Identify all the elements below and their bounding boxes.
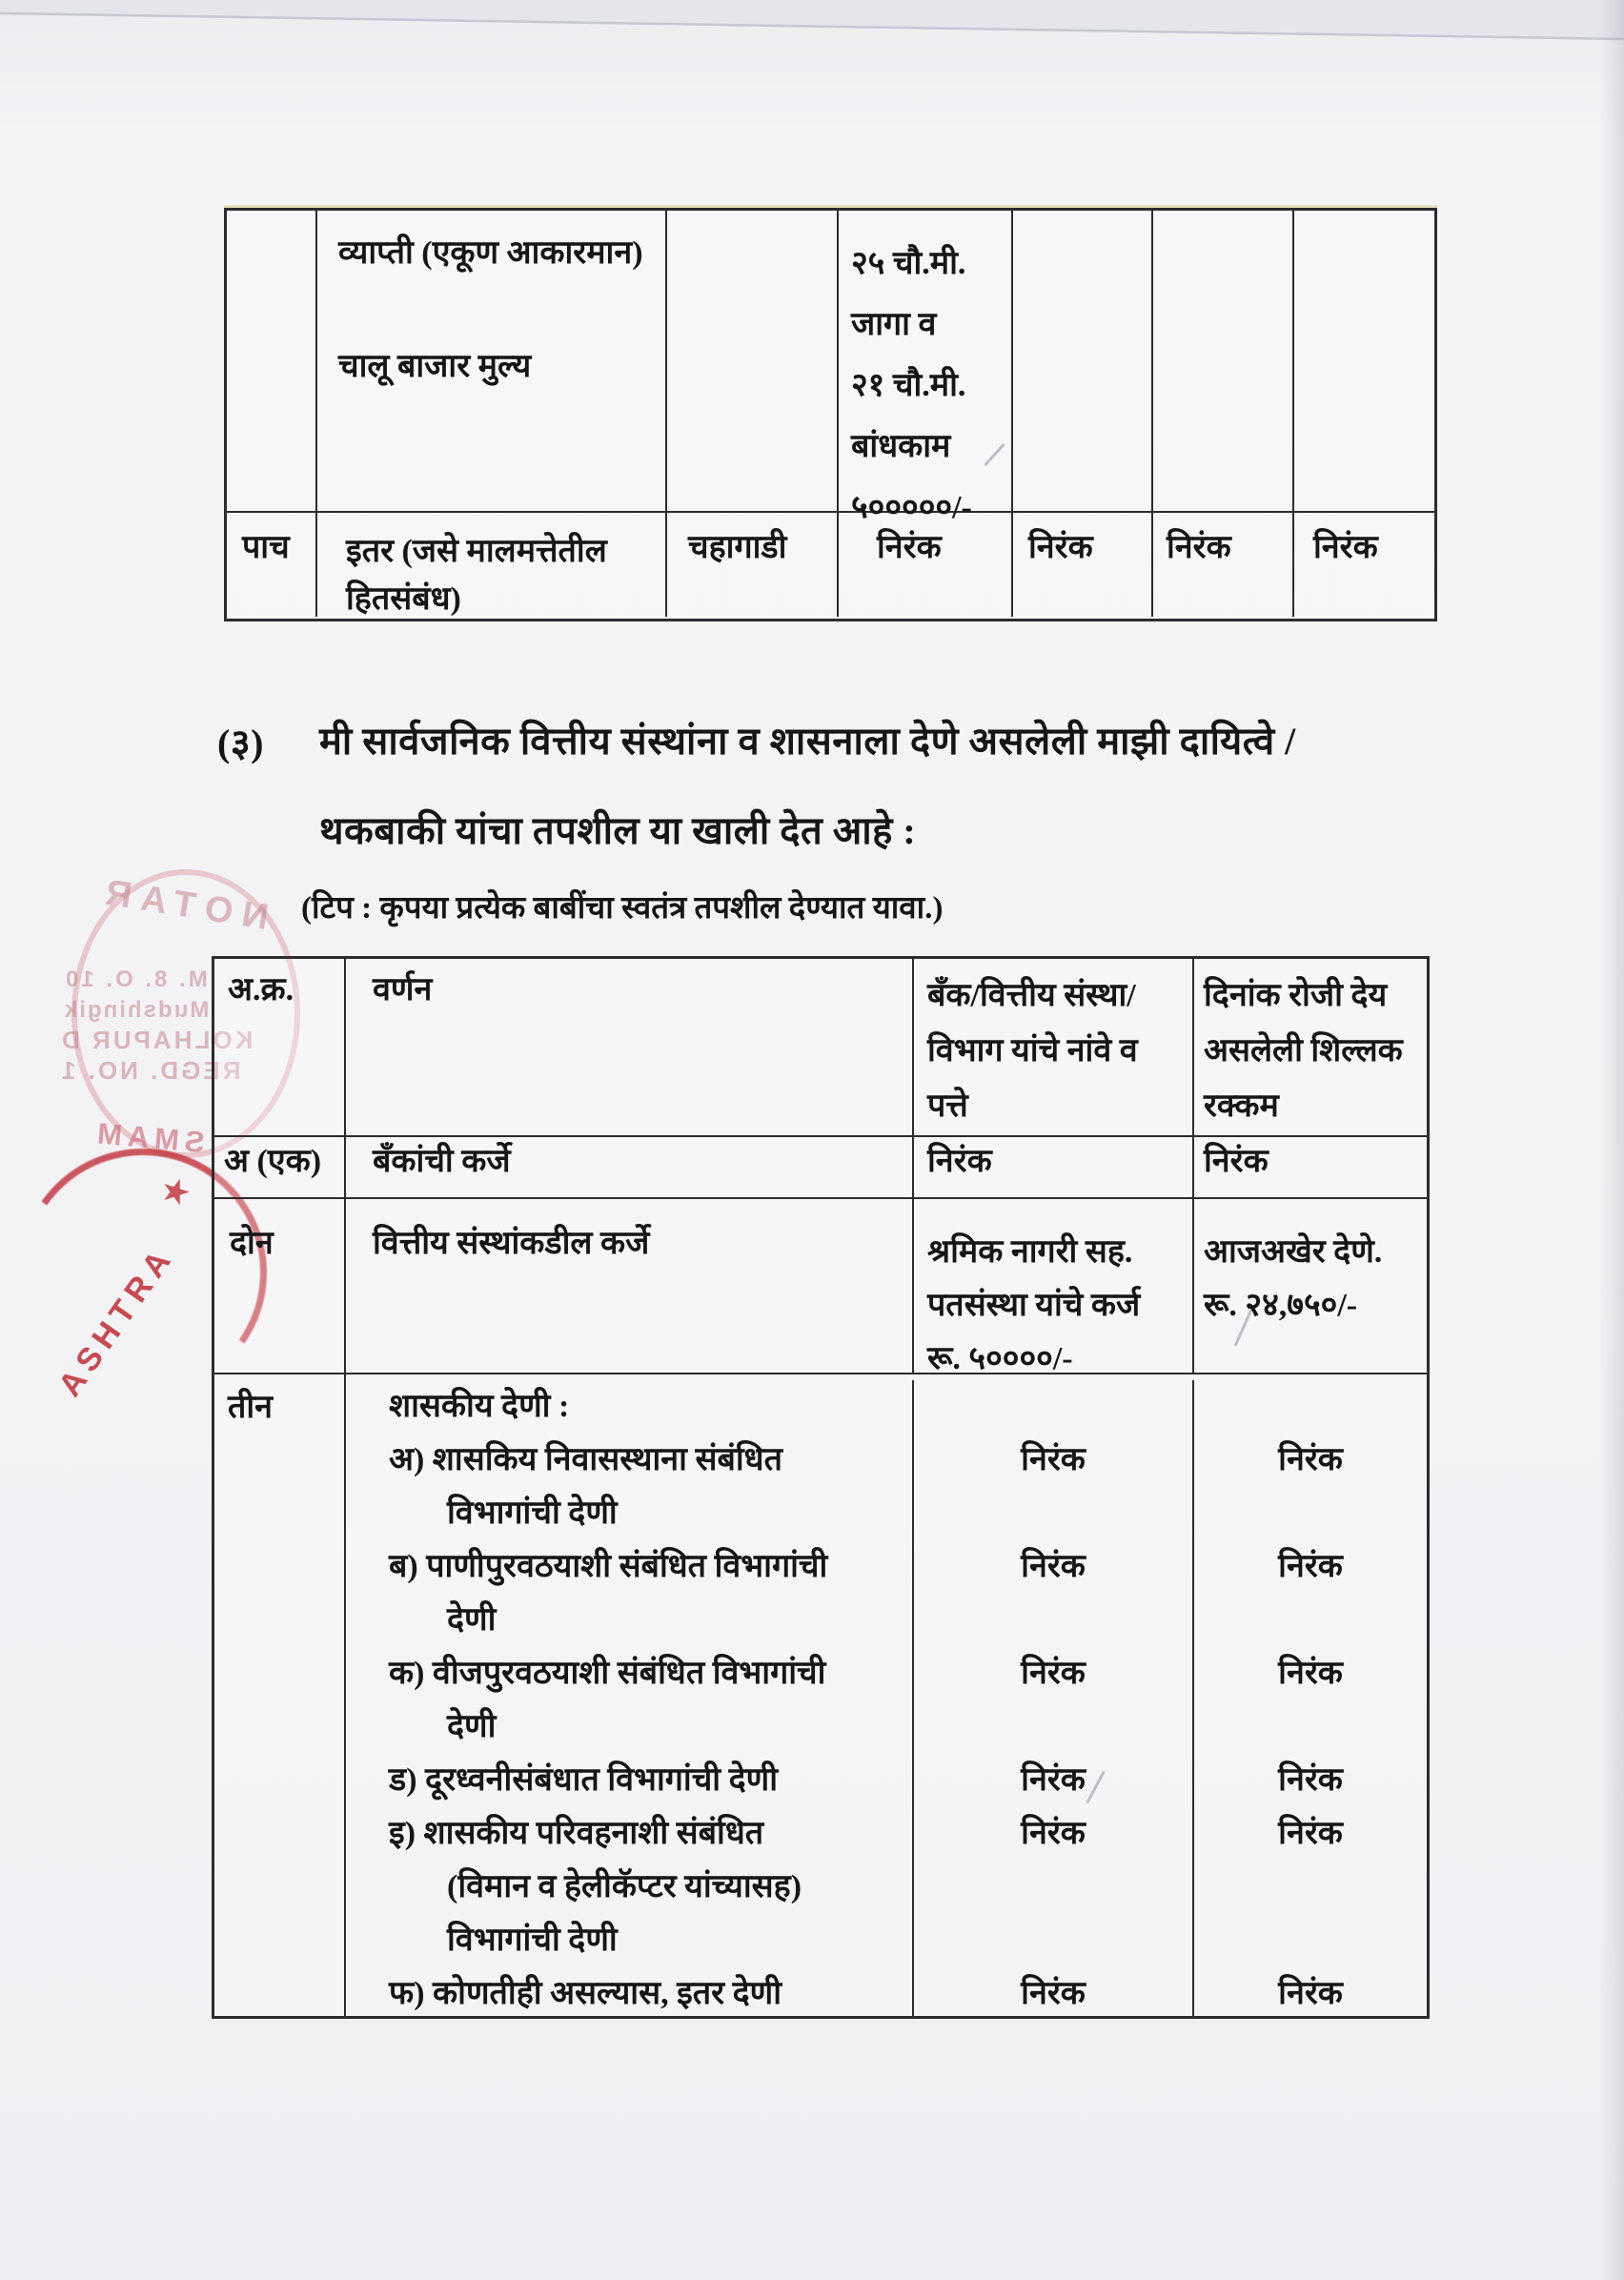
header-line: रक्कम [1204,1089,1279,1124]
ghost-stamp-text: M. 8. O. 10 [63,967,208,992]
nil-cell: निरंक [914,1754,1194,1807]
extent-line: जागा व [851,307,937,342]
nil-cell: निरंक [914,1434,1194,1540]
ghost-stamp-text: Mudshingik [63,997,210,1023]
ghost-stamp-text: REGD. NO. 1 [59,1056,241,1085]
empty-cell [667,211,839,511]
lender-line: श्रमिक नागरी सह. [927,1234,1133,1270]
table-header-row [214,959,1427,1137]
table-row [214,1374,1427,2016]
balance-line: आजअखेर देणे. [1204,1234,1383,1270]
due-item-line: इ) शासकीय परिवहनाशी संबंधित [389,1816,764,1851]
list-item [346,1754,1427,1807]
nil-cell: निरंक [1204,1144,1269,1179]
nil-cell: निरंक [1278,1656,1343,1691]
other-interests-line: हितसंबंध) [346,581,461,617]
due-item-line: ब) पाणीपुरवठयाशी संबंधित विभागांची [389,1549,828,1584]
sr-cell: दोन [214,1199,346,1373]
table-row [227,513,1434,617]
section-heading-line1: मी सार्वजनिक वित्तीय संस्थांना व शासनाला देणे असलेली माझी दायित्वे / [319,720,1296,763]
header-line: बँक/वित्तीय संस्था/ [927,978,1136,1013]
description-cell [317,211,667,511]
list-item [346,1647,1427,1754]
table-row [214,1199,1427,1374]
extent-line: बांधकाम [851,429,951,464]
item-cell: चहागाडी [667,513,839,617]
table-row [227,211,1434,525]
header-line: विभाग यांचे नांवे व [927,1033,1138,1069]
due-item-line: ड) दूरध्वनीसंबंधात विभागांची देणी [389,1762,779,1798]
due-item-line: फ) कोणतीही असल्यास, इतर देणी [389,1976,782,2011]
section-number: (३) [217,722,264,764]
loan-amount: रू. ५००००/- [927,1341,1073,1376]
nil-cell: निरंक [914,1647,1194,1754]
extent-line: २१ चौ.मी. [851,368,966,403]
section-heading-line2: थकबाकी यांचा तपशील या खाली देत आहे : [319,809,917,852]
ghost-stamp-text: KOLHAPUR D [59,1026,254,1054]
list-item [346,1380,1427,1434]
header-line: पत्ते [927,1089,968,1124]
section-note: (टिप : कृपया प्रत्येक बाबींचा स्वतंत्र तपशील देण्यात यावा.) [301,891,944,926]
nil-cell [1194,1380,1427,1434]
due-item-line: विभागांची देणी [447,1923,618,1958]
extent-value-cell [839,211,1013,525]
list-item [346,1540,1427,1647]
empty-cell [1294,211,1434,511]
due-item-line: देणी [447,1709,497,1744]
nil-cell: निरंक [1278,1976,1343,2011]
due-item-line: अ) शासकिय निवासस्थाना संबंधित [389,1442,782,1477]
nil-cell: निरंक [1278,1549,1343,1584]
description-cell [317,513,667,617]
description-cell: बँकांची कर्जे [346,1137,914,1197]
due-item-line: देणी [447,1602,497,1638]
header-sr: अ.क्र. [214,959,346,1135]
nil-cell: निरंक [1278,1762,1343,1798]
balance-cell [1194,1199,1427,1373]
nil-cell: निरंक [1278,1442,1343,1477]
seal-arc-text: ASHTRA [51,1238,182,1404]
list-item [346,1434,1427,1540]
ghost-stamp-text: SMAM [90,1115,207,1160]
due-item-line: विभागांची देणी [447,1496,618,1531]
table-row [214,1137,1427,1199]
nil-cell [914,1380,1194,1434]
nil-cell: निरंक [914,1807,1194,1967]
nil-cell: निरंक [914,1540,1194,1647]
list-item [346,1807,1427,1967]
liabilities-table [212,956,1430,2019]
sr-cell: तीन [214,1374,346,2016]
nil-cell: निरंक [839,513,1013,617]
nil-cell: निरंक [1313,530,1378,565]
lender-line: पतसंस्था यांचे कर्ज [927,1288,1141,1323]
sr-cell [227,211,317,511]
nil-cell: निरंक [1278,1816,1343,1851]
nil-cell: निरंक [914,1967,1194,2016]
nil-cell: निरंक [914,1137,1194,1197]
page-right-shadow [1599,0,1624,2280]
header-balance [1194,959,1427,1135]
header-bank [914,959,1194,1135]
header-line: दिनांक रोजी देय [1204,978,1388,1013]
list-item [346,1967,1427,2016]
due-item-line: क) वीजपुरवठयाशी संबंधित विभागांची [389,1656,826,1691]
ghost-stamp-text: NOTAR [92,871,272,939]
empty-cell [1013,211,1153,511]
assets-table [224,208,1437,621]
property-extent-label: व्याप्ती (एकूण आकारमान) [338,235,643,271]
paper-edge [0,0,1624,124]
government-dues-list [346,1374,1427,2016]
star-icon: ★ [154,1169,196,1215]
market-value-label: चालू बाजार मुल्य [338,348,532,384]
lender-cell [914,1199,1194,1376]
nil-cell: निरंक [1153,513,1294,617]
extent-line: २५ चौ.मी. [851,246,966,281]
other-interests-line: इतर (जसे मालमत्तेतील [346,534,607,569]
nil-cell: निरंक [1013,513,1153,617]
description-cell: वित्तीय संस्थांकडील कर्जे [346,1199,914,1373]
balance-amount: रू. २४,७५०/- [1204,1288,1358,1323]
market-value-amount: ५०००००/- [851,490,972,525]
dues-title: शासकीय देणी : [389,1389,570,1424]
due-item-line: (विमान व हेलीकॅप्टर यांच्यासह) [447,1869,802,1904]
header-description: वर्णन [346,959,914,1135]
header-line: असलेली शिल्लक [1204,1033,1403,1069]
sr-cell: पाच [227,513,317,617]
sr-cell: अ (एक) [214,1137,346,1197]
empty-cell [1153,211,1294,511]
